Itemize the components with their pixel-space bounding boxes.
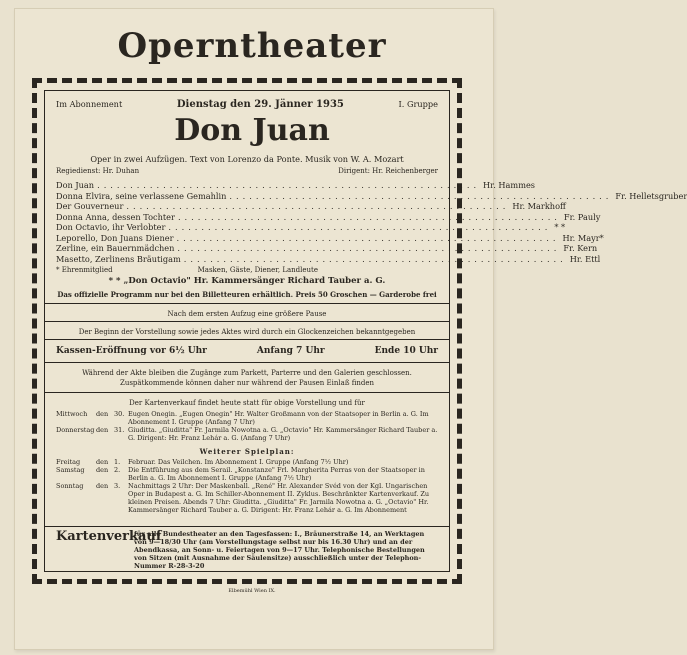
entry-date: 3. — [114, 482, 121, 490]
masken-note: Masken, Gäste, Diener, Landleute — [197, 266, 318, 274]
spielplan-title: Weiterer Spielplan: — [199, 447, 295, 456]
kartenverkauf-title: Kartenverkauf — [56, 529, 162, 544]
times-line — [56, 346, 438, 356]
schedule-entry — [56, 466, 438, 482]
cast-row — [56, 253, 601, 264]
cast-row — [56, 190, 687, 201]
leader-dots: .......................................................... — [126, 201, 510, 211]
entry-den: den — [96, 466, 109, 474]
entry-day: Samstag — [56, 466, 85, 474]
dirigent: Dirigent: Hr. Reichenberger — [338, 167, 438, 175]
schedule-entry — [56, 458, 438, 466]
credits-line — [56, 166, 438, 176]
schedule-entry — [56, 426, 438, 442]
singer-name: Fr. Pauly — [563, 211, 601, 222]
entry-den: den — [96, 458, 109, 466]
anfang-time: Anfang 7 Uhr — [256, 346, 325, 356]
divider — [44, 526, 450, 527]
performance-date: Dienstag den 29. Jänner 1935 — [176, 99, 344, 110]
entry-den: den — [96, 410, 109, 418]
beginn-note: Der Beginn der Vorstellung sowie jedes Aktes wird durch ein Glockenzeichen bekanntgegeben — [78, 328, 416, 336]
notes-line — [56, 265, 438, 275]
leader-dots: .......................................................... — [168, 222, 552, 232]
kartenverkauf-note: Der Kartenverkauf findet heute statt für obige Vorstellung und für — [129, 399, 365, 407]
cast-row — [56, 211, 601, 222]
spielplan-list — [56, 458, 438, 514]
role-name: Donna Elvira, seine verlassene Gemahlin — [56, 190, 227, 201]
singer-name: Hr. Markhoff — [512, 201, 566, 211]
opera-title: Don Juan — [174, 113, 330, 148]
cast-row — [56, 180, 536, 190]
schedule-entry — [56, 482, 438, 514]
octavio-note: * * „Don Octavio" Hr. Kammersänger Richard Tauber a. G. — [108, 276, 386, 286]
cast-row — [56, 232, 604, 243]
upcoming-list — [56, 410, 438, 442]
entry-date: 30. — [114, 410, 125, 418]
role-name: Don Juan — [56, 180, 95, 190]
entry-day: Freitag — [56, 458, 81, 466]
entry-text: Februar. Das Veilchen. Im Abonnement I. Gruppe (Anfang 7½ Uhr) — [128, 458, 349, 466]
cast-row — [56, 201, 566, 211]
singer-name: Hr. Ettl — [569, 253, 601, 264]
printer-imprint: Elbemühl Wien IX. — [228, 588, 276, 594]
entry-den: den — [96, 426, 109, 434]
entry-date: 31. — [114, 426, 125, 434]
leader-dots: .......................................................... — [177, 243, 561, 253]
cast-row — [56, 222, 566, 232]
kartenverkauf-box — [56, 530, 438, 570]
subheader — [56, 99, 438, 110]
programm-note: Das offizielle Programm nur bei den Billetteuren erhältlich. Preis 50 Groschen — Garderobe frei — [57, 290, 437, 299]
kassen-eroeffnung: Kassen-Eröffnung vor 6½ Uhr — [56, 346, 207, 356]
leader-dots: .......................................................... — [176, 232, 560, 243]
singer-name: * * — [554, 222, 566, 232]
opera-subtitle: Oper in zwei Aufzügen. Text von Lorenzo da Ponte. Musik von W. A. Mozart — [90, 154, 404, 164]
theater-title: Operntheater — [117, 26, 387, 66]
gruppe-label: I. Gruppe — [398, 99, 438, 109]
role-name: Don Octavio, ihr Verlobter — [56, 222, 166, 232]
entry-text: Eugen Onegin. „Eugen Onegin" Hr. Walter Großmann von der Staatsoper in Berlin a. G. Im Abonnement I. Gruppe (Anfang 7 Uhr) — [128, 410, 429, 426]
entry-text: Die Entführung aus dem Serail. „Konstanze" Frl. Margherita Perras von der Staatsoper in Berlin a. G. Im Abonnement I. Gruppe (Anfang 7½ Uhr) — [128, 466, 425, 482]
divider — [44, 339, 450, 340]
schedule-entry — [56, 410, 438, 426]
kartenverkauf-text: für alle Bundestheater an den Tagesfassen: I., Bräunerstraße 14, an Werktagen von 9—18/30 Uhr (am Vorstellungstage selbst nur bis 16.30 Uhr) und an der Abendkassa, an Sonn- u. Feiertagen von 9—17 Uhr. Telephonische Bestellungen von Sitzen (mit Ausnahme der Säulensitze) ausschließlich unter der Telephon-Nummer R-28-3-20 — [134, 530, 425, 570]
singer-name: Fr. Kern — [563, 243, 598, 253]
divider — [44, 362, 450, 363]
entry-day: Mittwoch — [56, 410, 88, 418]
entry-date: 2. — [114, 466, 121, 474]
divider — [44, 321, 450, 322]
entry-day: Sonntag — [56, 482, 84, 490]
regie: Regiedienst: Hr. Duhan — [56, 167, 140, 175]
leader-dots: .......................................................... — [177, 211, 561, 222]
divider — [44, 392, 450, 393]
leader-dots: .......................................................... — [97, 180, 481, 190]
entry-day: Donnerstag — [56, 426, 95, 434]
leader-dots: .......................................................... — [229, 190, 613, 201]
ende-time: Ende 10 Uhr — [374, 346, 438, 356]
entry-date: 1. — [114, 458, 121, 466]
singer-name: Hr. Hammes — [483, 180, 536, 190]
singer-name: Fr. Helletsgruber — [615, 190, 687, 201]
singer-name: Hr. Mayr* — [562, 232, 604, 243]
pause-note: Nach dem ersten Aufzug eine größere Pause — [167, 310, 327, 318]
role-name: Donna Anna, dessen Tochter — [56, 211, 175, 222]
role-name: Zerline, ein Bauernmädchen — [56, 243, 175, 253]
entry-text: Nachmittags 2 Uhr: Der Maskenball. „René" Hr. Alexander Svéd von der Kgl. Ungarischen Oper in Budapest a. G. Im Schiller-Abonnement II. Zyklus. Beschränkter Kartenverkauf. Zu kleinen Preisen. Abends 7 Uhr: Giuditta. „Giuditta" Fr. Jarmila Nowotna a. G. „Octavio" Hr. Kammersänger Richard Tauber a. G. Dirigent: Hr. Franz Lehár a. G. Im Abonnement — [128, 482, 430, 514]
entry-den: den — [96, 482, 109, 490]
zugaenge-note: Während der Akte bleiben die Zugänge zum Parkett, Parterre und den Galerien geschlossen. Zuspätkommende können daher nur während der Pausen Einlaß finden — [82, 369, 412, 387]
ehrenmitglied-note: * Ehrenmitglied — [56, 266, 113, 274]
role-name: Masetto, Zerlinens Bräutigam — [56, 253, 181, 264]
cast-row — [56, 243, 598, 253]
role-name: Der Gouverneur — [56, 201, 124, 211]
leader-dots: .......................................................... — [183, 253, 567, 264]
abonnement-label: Im Abonnement — [56, 99, 123, 109]
divider — [44, 303, 450, 304]
entry-text: Giuditta. „Giuditta" Fr. Jarmila Nowotna a. G. „Octavio" Hr. Kammersänger Richard Tauber a. G. Dirigent: Hr. Franz Lehár a. G. (Anfang 7 Uhr) — [128, 426, 438, 442]
role-name: Leporello, Don Juans Diener — [56, 232, 174, 243]
